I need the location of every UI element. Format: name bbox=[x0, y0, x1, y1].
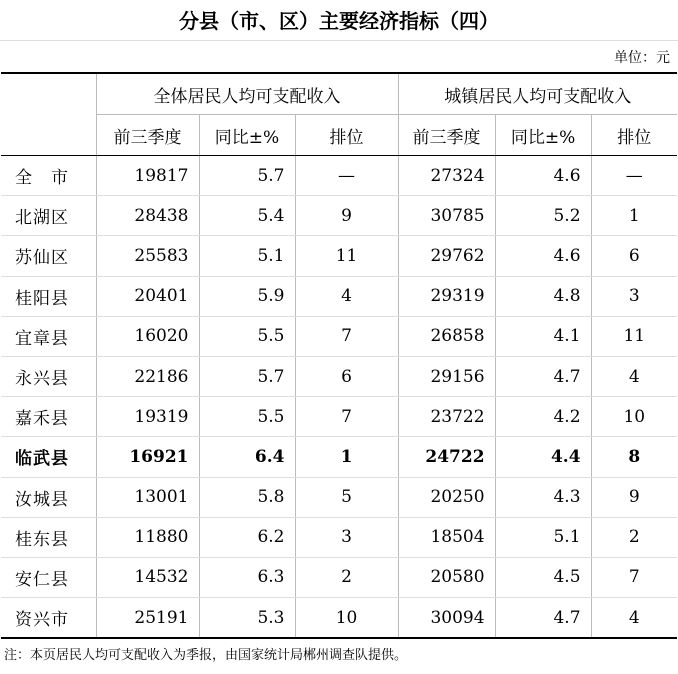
table-row bbox=[1, 356, 677, 396]
cell-yoy-total: 5.5 bbox=[199, 316, 295, 356]
row-name: 桂阳县 bbox=[1, 276, 96, 316]
table-row bbox=[1, 557, 677, 597]
row-name: 嘉禾县 bbox=[1, 397, 96, 437]
cell-rank-urban: 1 bbox=[591, 196, 677, 236]
cell-yoy-total: 5.7 bbox=[199, 156, 295, 196]
col-header-q3-urban: 前三季度 bbox=[398, 115, 495, 156]
cell-yoy-total: 5.1 bbox=[199, 236, 295, 276]
cell-rank-total: 3 bbox=[295, 517, 398, 557]
cell-rank-urban: 2 bbox=[591, 517, 677, 557]
cell-value-total: 22186 bbox=[96, 356, 199, 396]
cell-yoy-total: 6.2 bbox=[199, 517, 295, 557]
cell-value-total: 16020 bbox=[96, 316, 199, 356]
table-row bbox=[1, 397, 677, 437]
col-header-rank-urban: 排位 bbox=[591, 115, 677, 156]
cell-yoy-urban: 4.6 bbox=[495, 156, 591, 196]
row-name: 资兴市 bbox=[1, 598, 96, 639]
cell-rank-urban: 6 bbox=[591, 236, 677, 276]
cell-value-total: 20401 bbox=[96, 276, 199, 316]
table-row bbox=[1, 598, 677, 639]
cell-rank-urban: 11 bbox=[591, 316, 677, 356]
cell-value-urban: 20580 bbox=[398, 557, 495, 597]
row-name: 北湖区 bbox=[1, 196, 96, 236]
row-name: 宜章县 bbox=[1, 316, 96, 356]
cell-rank-total: 1 bbox=[295, 437, 398, 477]
cell-rank-total: 7 bbox=[295, 316, 398, 356]
col-header-rank-total: 排位 bbox=[295, 115, 398, 156]
cell-rank-total: 5 bbox=[295, 477, 398, 517]
cell-yoy-total: 5.8 bbox=[199, 477, 295, 517]
table-row bbox=[1, 276, 677, 316]
row-name: 全 市 bbox=[1, 156, 96, 196]
cell-rank-urban: 7 bbox=[591, 557, 677, 597]
cell-yoy-total: 5.4 bbox=[199, 196, 295, 236]
cell-value-urban: 18504 bbox=[398, 517, 495, 557]
col-header-yoy-total: 同比±% bbox=[199, 115, 295, 156]
row-name: 永兴县 bbox=[1, 356, 96, 396]
cell-value-total: 28438 bbox=[96, 196, 199, 236]
cell-rank-total: 4 bbox=[295, 276, 398, 316]
cell-value-total: 19817 bbox=[96, 156, 199, 196]
cell-yoy-urban: 4.3 bbox=[495, 477, 591, 517]
cell-rank-total: 9 bbox=[295, 196, 398, 236]
cell-rank-total: — bbox=[295, 156, 398, 196]
cell-yoy-urban: 4.7 bbox=[495, 356, 591, 396]
cell-value-total: 25191 bbox=[96, 598, 199, 639]
cell-rank-urban: 8 bbox=[591, 437, 677, 477]
cell-rank-total: 2 bbox=[295, 557, 398, 597]
cell-value-total: 11880 bbox=[96, 517, 199, 557]
cell-value-urban: 20250 bbox=[398, 477, 495, 517]
cell-yoy-total: 5.7 bbox=[199, 356, 295, 396]
cell-yoy-urban: 4.7 bbox=[495, 598, 591, 639]
cell-value-total: 16921 bbox=[96, 437, 199, 477]
header-row-columns bbox=[1, 115, 677, 156]
cell-rank-urban: 10 bbox=[591, 397, 677, 437]
cell-value-urban: 30094 bbox=[398, 598, 495, 639]
table-row bbox=[1, 477, 677, 517]
cell-rank-urban: 4 bbox=[591, 598, 677, 639]
cell-rank-total: 10 bbox=[295, 598, 398, 639]
cell-value-total: 13001 bbox=[96, 477, 199, 517]
cell-rank-total: 6 bbox=[295, 356, 398, 396]
cell-rank-total: 11 bbox=[295, 236, 398, 276]
table-row bbox=[1, 156, 677, 196]
cell-rank-urban: 3 bbox=[591, 276, 677, 316]
row-name: 临武县 bbox=[1, 437, 96, 477]
cell-yoy-urban: 4.4 bbox=[495, 437, 591, 477]
cell-yoy-total: 6.4 bbox=[199, 437, 295, 477]
header-corner bbox=[1, 73, 96, 156]
cell-yoy-urban: 4.5 bbox=[495, 557, 591, 597]
cell-rank-urban: 4 bbox=[591, 356, 677, 396]
cell-value-urban: 26858 bbox=[398, 316, 495, 356]
cell-value-urban: 29319 bbox=[398, 276, 495, 316]
header-row-groups bbox=[1, 73, 677, 115]
header-group-all-residents: 全体居民人均可支配收入 bbox=[96, 73, 398, 115]
cell-value-urban: 23722 bbox=[398, 397, 495, 437]
page-title: 分县（市、区）主要经济指标（四） bbox=[179, 9, 499, 33]
cell-yoy-total: 6.3 bbox=[199, 557, 295, 597]
table-row-highlighted bbox=[1, 437, 677, 477]
row-name: 桂东县 bbox=[1, 517, 96, 557]
indicator-table bbox=[1, 72, 677, 639]
cell-yoy-urban: 5.1 bbox=[495, 517, 591, 557]
cell-value-urban: 29156 bbox=[398, 356, 495, 396]
cell-value-urban: 27324 bbox=[398, 156, 495, 196]
col-header-q3-total: 前三季度 bbox=[96, 115, 199, 156]
cell-value-total: 19319 bbox=[96, 397, 199, 437]
cell-yoy-total: 5.3 bbox=[199, 598, 295, 639]
header-group-urban-residents: 城镇居民人均可支配收入 bbox=[398, 73, 677, 115]
table-row bbox=[1, 236, 677, 276]
table-row bbox=[1, 316, 677, 356]
cell-yoy-urban: 4.1 bbox=[495, 316, 591, 356]
cell-yoy-urban: 4.6 bbox=[495, 236, 591, 276]
row-name: 苏仙区 bbox=[1, 236, 96, 276]
unit-label: 单位：元 bbox=[614, 50, 670, 66]
row-name: 汝城县 bbox=[1, 477, 96, 517]
table-row bbox=[1, 196, 677, 236]
title-divider bbox=[0, 40, 678, 41]
cell-yoy-total: 5.5 bbox=[199, 397, 295, 437]
cell-yoy-urban: 4.2 bbox=[495, 397, 591, 437]
cell-rank-total: 7 bbox=[295, 397, 398, 437]
table-row bbox=[1, 517, 677, 557]
cell-value-urban: 29762 bbox=[398, 236, 495, 276]
cell-yoy-total: 5.9 bbox=[199, 276, 295, 316]
cell-value-urban: 24722 bbox=[398, 437, 495, 477]
cell-rank-urban: 9 bbox=[591, 477, 677, 517]
cell-value-urban: 30785 bbox=[398, 196, 495, 236]
cell-value-total: 25583 bbox=[96, 236, 199, 276]
row-name: 安仁县 bbox=[1, 557, 96, 597]
cell-rank-urban: — bbox=[591, 156, 677, 196]
cell-yoy-urban: 4.8 bbox=[495, 276, 591, 316]
footnote: 注：本页居民人均可支配收入为季报，由国家统计局郴州调查队提供。 bbox=[4, 648, 408, 663]
col-header-yoy-urban: 同比±% bbox=[495, 115, 591, 156]
cell-yoy-urban: 5.2 bbox=[495, 196, 591, 236]
cell-value-total: 14532 bbox=[96, 557, 199, 597]
